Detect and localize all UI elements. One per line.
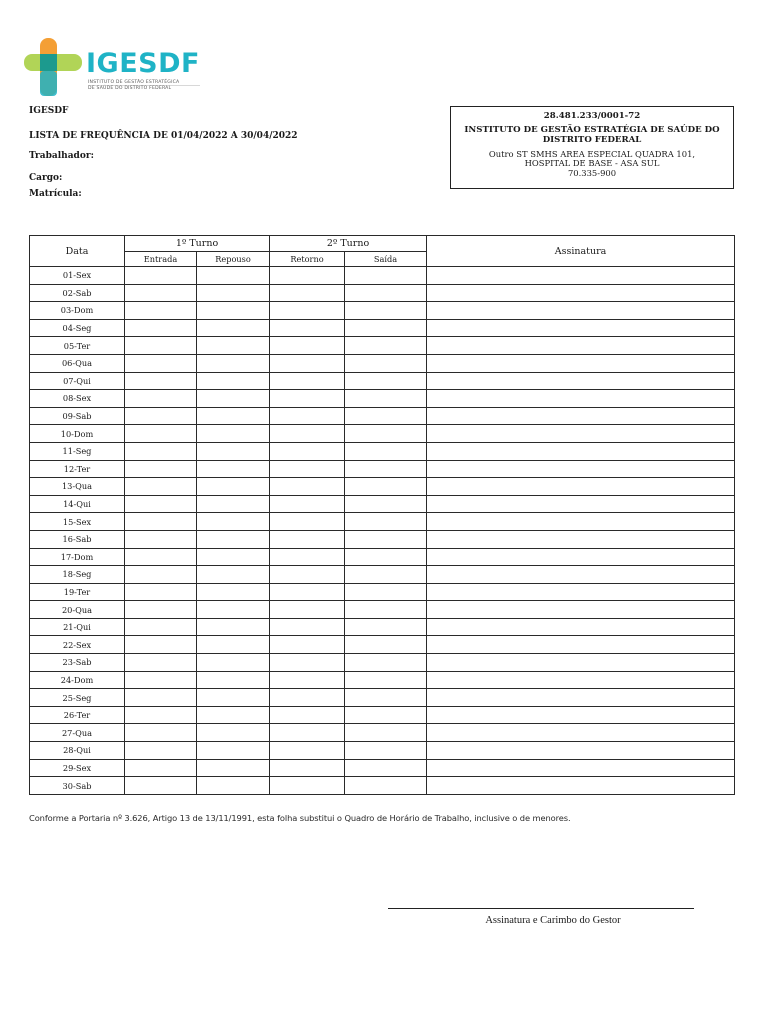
org-name: IGESDF bbox=[29, 106, 69, 116]
saida-cell[interactable] bbox=[345, 390, 427, 408]
signature-cell[interactable] bbox=[427, 566, 735, 584]
saida-cell[interactable] bbox=[345, 513, 427, 531]
saida-cell[interactable] bbox=[345, 654, 427, 672]
retorno-cell[interactable] bbox=[270, 284, 345, 302]
entrada-cell[interactable] bbox=[125, 742, 197, 760]
entrada-cell[interactable] bbox=[125, 513, 197, 531]
saida-cell[interactable] bbox=[345, 302, 427, 320]
entrada-cell[interactable] bbox=[125, 442, 197, 460]
row-date: 16-Sab bbox=[30, 530, 125, 548]
retorno-cell[interactable] bbox=[270, 636, 345, 654]
signature-cell[interactable] bbox=[427, 724, 735, 742]
col-repouso-header: Repouso bbox=[197, 252, 270, 267]
retorno-cell[interactable] bbox=[270, 618, 345, 636]
table-row bbox=[30, 390, 735, 408]
signature-cell[interactable] bbox=[427, 267, 735, 285]
table-row bbox=[30, 267, 735, 285]
entrada-cell[interactable] bbox=[125, 337, 197, 355]
table-row bbox=[30, 425, 735, 443]
entrada-cell[interactable] bbox=[125, 689, 197, 707]
signature-cell[interactable] bbox=[427, 654, 735, 672]
retorno-cell[interactable] bbox=[270, 390, 345, 408]
institution-box bbox=[450, 106, 734, 189]
saida-cell[interactable] bbox=[345, 284, 427, 302]
repouso-cell[interactable] bbox=[197, 671, 270, 689]
retorno-cell[interactable] bbox=[270, 460, 345, 478]
retorno-cell[interactable] bbox=[270, 513, 345, 531]
repouso-cell[interactable] bbox=[197, 442, 270, 460]
signature-cell[interactable] bbox=[427, 372, 735, 390]
entrada-cell[interactable] bbox=[125, 724, 197, 742]
signature-cell[interactable] bbox=[427, 390, 735, 408]
repouso-cell[interactable] bbox=[197, 337, 270, 355]
table-row bbox=[30, 442, 735, 460]
repouso-cell[interactable] bbox=[197, 478, 270, 496]
table-row bbox=[30, 495, 735, 513]
row-date: 11-Seg bbox=[30, 442, 125, 460]
entrada-cell[interactable] bbox=[125, 390, 197, 408]
repouso-cell[interactable] bbox=[197, 689, 270, 707]
row-date: 02-Sab bbox=[30, 284, 125, 302]
retorno-cell[interactable] bbox=[270, 601, 345, 619]
retorno-cell[interactable] bbox=[270, 548, 345, 566]
retorno-cell[interactable] bbox=[270, 777, 345, 795]
repouso-cell[interactable] bbox=[197, 407, 270, 425]
registration-label: Matrícula: bbox=[29, 189, 82, 199]
table-row bbox=[30, 777, 735, 795]
entrada-cell[interactable] bbox=[125, 478, 197, 496]
signature-line bbox=[388, 908, 694, 909]
signature-cell[interactable] bbox=[427, 689, 735, 707]
row-date: 03-Dom bbox=[30, 302, 125, 320]
signature-cell[interactable] bbox=[427, 777, 735, 795]
entrada-cell[interactable] bbox=[125, 548, 197, 566]
table-row bbox=[30, 302, 735, 320]
retorno-cell[interactable] bbox=[270, 267, 345, 285]
row-date: 18-Seg bbox=[30, 566, 125, 584]
row-date: 21-Qui bbox=[30, 618, 125, 636]
row-date: 27-Qua bbox=[30, 724, 125, 742]
row-date: 26-Ter bbox=[30, 706, 125, 724]
signature-cell[interactable] bbox=[427, 742, 735, 760]
row-date: 15-Sex bbox=[30, 513, 125, 531]
entrada-cell[interactable] bbox=[125, 407, 197, 425]
col-retorno-header: Retorno bbox=[270, 252, 345, 267]
repouso-cell[interactable] bbox=[197, 548, 270, 566]
entrada-cell[interactable] bbox=[125, 530, 197, 548]
repouso-cell[interactable] bbox=[197, 267, 270, 285]
signature-cell[interactable] bbox=[427, 354, 735, 372]
repouso-cell[interactable] bbox=[197, 513, 270, 531]
entrada-cell[interactable] bbox=[125, 706, 197, 724]
repouso-cell[interactable] bbox=[197, 354, 270, 372]
row-date: 17-Dom bbox=[30, 548, 125, 566]
table-row bbox=[30, 407, 735, 425]
health-cross-icon bbox=[22, 36, 86, 98]
repouso-cell[interactable] bbox=[197, 390, 270, 408]
repouso-cell[interactable] bbox=[197, 777, 270, 795]
col-entrada-header: Entrada bbox=[125, 252, 197, 267]
repouso-cell[interactable] bbox=[197, 425, 270, 443]
table-row bbox=[30, 478, 735, 496]
saida-cell[interactable] bbox=[345, 407, 427, 425]
address-line2: HOSPITAL DE BASE - ASA SUL bbox=[524, 158, 660, 169]
table-row bbox=[30, 671, 735, 689]
retorno-cell[interactable] bbox=[270, 372, 345, 390]
signature-cell[interactable] bbox=[427, 425, 735, 443]
repouso-cell[interactable] bbox=[197, 654, 270, 672]
igesdf-logo bbox=[22, 36, 198, 98]
saida-cell[interactable] bbox=[345, 460, 427, 478]
retorno-cell[interactable] bbox=[270, 671, 345, 689]
repouso-cell[interactable] bbox=[197, 460, 270, 478]
retorno-cell[interactable] bbox=[270, 689, 345, 707]
signature-cell[interactable] bbox=[427, 478, 735, 496]
row-date: 23-Sab bbox=[30, 654, 125, 672]
attendance-table bbox=[29, 235, 735, 795]
table-row bbox=[30, 636, 735, 654]
institution-cnpj: 28.481.233/0001-72 bbox=[543, 111, 641, 121]
row-date: 20-Qua bbox=[30, 601, 125, 619]
saida-cell[interactable] bbox=[345, 724, 427, 742]
entrada-cell[interactable] bbox=[125, 372, 197, 390]
saida-cell[interactable] bbox=[345, 759, 427, 777]
saida-cell[interactable] bbox=[345, 425, 427, 443]
signature-cell[interactable] bbox=[427, 759, 735, 777]
logo-tagline-line2: DE SAÚDE DO DISTRITO FEDERAL bbox=[88, 85, 200, 91]
retorno-cell[interactable] bbox=[270, 742, 345, 760]
table-row bbox=[30, 759, 735, 777]
entrada-cell[interactable] bbox=[125, 777, 197, 795]
repouso-cell[interactable] bbox=[197, 372, 270, 390]
role-label: Cargo: bbox=[29, 173, 63, 183]
retorno-cell[interactable] bbox=[270, 425, 345, 443]
retorno-cell[interactable] bbox=[270, 724, 345, 742]
retorno-cell[interactable] bbox=[270, 337, 345, 355]
retorno-cell[interactable] bbox=[270, 759, 345, 777]
saida-cell[interactable] bbox=[345, 583, 427, 601]
table-row bbox=[30, 742, 735, 760]
institution-name: INSTITUTO DE GESTÃO ESTRATÉGIA DE SAÚDE DO DISTRITO FEDERAL bbox=[464, 124, 720, 145]
retorno-cell[interactable] bbox=[270, 407, 345, 425]
signature-cell[interactable] bbox=[427, 302, 735, 320]
page-title: LISTA DE FREQUÊNCIA DE 01/04/2022 A 30/04/2022 bbox=[29, 131, 298, 141]
table-row bbox=[30, 284, 735, 302]
saida-cell[interactable] bbox=[345, 372, 427, 390]
repouso-cell[interactable] bbox=[197, 618, 270, 636]
signature-cell[interactable] bbox=[427, 601, 735, 619]
repouso-cell[interactable] bbox=[197, 566, 270, 584]
shift2-header: 2º Turno bbox=[270, 236, 427, 252]
logo-wordmark: IGESDF bbox=[86, 48, 200, 79]
saida-cell[interactable] bbox=[345, 495, 427, 513]
entrada-cell[interactable] bbox=[125, 654, 197, 672]
entrada-cell[interactable] bbox=[125, 460, 197, 478]
saida-cell[interactable] bbox=[345, 671, 427, 689]
saida-cell[interactable] bbox=[345, 777, 427, 795]
repouso-cell[interactable] bbox=[197, 530, 270, 548]
col-date-header: Data bbox=[30, 236, 125, 267]
table-row bbox=[30, 566, 735, 584]
row-date: 14-Qui bbox=[30, 495, 125, 513]
retorno-cell[interactable] bbox=[270, 354, 345, 372]
saida-cell[interactable] bbox=[345, 337, 427, 355]
row-date: 22-Sex bbox=[30, 636, 125, 654]
address-zip: 70.335-900 bbox=[567, 167, 617, 178]
retorno-cell[interactable] bbox=[270, 319, 345, 337]
entrada-cell[interactable] bbox=[125, 636, 197, 654]
row-date: 24-Dom bbox=[30, 671, 125, 689]
logo-tagline-line1: INSTITUTO DE GESTÃO ESTRATÉGICA bbox=[88, 80, 180, 85]
saida-cell[interactable] bbox=[345, 636, 427, 654]
retorno-cell[interactable] bbox=[270, 530, 345, 548]
table-row bbox=[30, 337, 735, 355]
repouso-cell[interactable] bbox=[197, 706, 270, 724]
signature-cell[interactable] bbox=[427, 706, 735, 724]
row-date: 12-Ter bbox=[30, 460, 125, 478]
worker-label: Trabalhador: bbox=[29, 151, 94, 161]
row-date: 25-Seg bbox=[30, 689, 125, 707]
table-row bbox=[30, 706, 735, 724]
retorno-cell[interactable] bbox=[270, 495, 345, 513]
attendance-rows bbox=[30, 267, 735, 795]
signature-cell[interactable] bbox=[427, 583, 735, 601]
repouso-cell[interactable] bbox=[197, 742, 270, 760]
legal-note: Conforme a Portaria nº 3.626, Artigo 13 de 13/11/1991, esta folha substitui o Quadro de Horário de Trabalho, inclusive o de menores. bbox=[29, 813, 571, 823]
saida-cell[interactable] bbox=[345, 689, 427, 707]
retorno-cell[interactable] bbox=[270, 442, 345, 460]
repouso-cell[interactable] bbox=[197, 724, 270, 742]
entrada-cell[interactable] bbox=[125, 319, 197, 337]
table-row bbox=[30, 601, 735, 619]
row-date: 08-Sex bbox=[30, 390, 125, 408]
repouso-cell[interactable] bbox=[197, 636, 270, 654]
signature-cell[interactable] bbox=[427, 319, 735, 337]
signature-cell[interactable] bbox=[427, 460, 735, 478]
signature-cell[interactable] bbox=[427, 407, 735, 425]
table-row bbox=[30, 583, 735, 601]
saida-cell[interactable] bbox=[345, 601, 427, 619]
row-date: 30-Sab bbox=[30, 777, 125, 795]
saida-cell[interactable] bbox=[345, 618, 427, 636]
row-date: 05-Ter bbox=[30, 337, 125, 355]
table-row bbox=[30, 548, 735, 566]
signature-cell[interactable] bbox=[427, 530, 735, 548]
table-row bbox=[30, 354, 735, 372]
signature-cell[interactable] bbox=[427, 284, 735, 302]
entrada-cell[interactable] bbox=[125, 267, 197, 285]
entrada-cell[interactable] bbox=[125, 566, 197, 584]
saida-cell[interactable] bbox=[345, 319, 427, 337]
signature-cell[interactable] bbox=[427, 513, 735, 531]
entrada-cell[interactable] bbox=[125, 302, 197, 320]
saida-cell[interactable] bbox=[345, 706, 427, 724]
entrada-cell[interactable] bbox=[125, 618, 197, 636]
retorno-cell[interactable] bbox=[270, 583, 345, 601]
repouso-cell[interactable] bbox=[197, 495, 270, 513]
institution-address bbox=[451, 150, 733, 179]
table-row bbox=[30, 689, 735, 707]
row-date: 06-Qua bbox=[30, 354, 125, 372]
table-row bbox=[30, 654, 735, 672]
row-date: 07-Qui bbox=[30, 372, 125, 390]
row-date: 01-Sex bbox=[30, 267, 125, 285]
saida-cell[interactable] bbox=[345, 354, 427, 372]
entrada-cell[interactable] bbox=[125, 759, 197, 777]
saida-cell[interactable] bbox=[345, 442, 427, 460]
repouso-cell[interactable] bbox=[197, 319, 270, 337]
saida-cell[interactable] bbox=[345, 530, 427, 548]
retorno-cell[interactable] bbox=[270, 478, 345, 496]
repouso-cell[interactable] bbox=[197, 284, 270, 302]
entrada-cell[interactable] bbox=[125, 284, 197, 302]
saida-cell[interactable] bbox=[345, 742, 427, 760]
entrada-cell[interactable] bbox=[125, 583, 197, 601]
shift1-header: 1º Turno bbox=[125, 236, 270, 252]
table-row bbox=[30, 724, 735, 742]
signature-cell[interactable] bbox=[427, 671, 735, 689]
row-date: 10-Dom bbox=[30, 425, 125, 443]
entrada-cell[interactable] bbox=[125, 601, 197, 619]
signature-label: Assinatura e Carimbo do Gestor bbox=[485, 915, 621, 926]
table-row bbox=[30, 618, 735, 636]
row-date: 29-Sex bbox=[30, 759, 125, 777]
retorno-cell[interactable] bbox=[270, 654, 345, 672]
logo-tagline bbox=[88, 80, 200, 92]
signature-cell[interactable] bbox=[427, 548, 735, 566]
table-row bbox=[30, 460, 735, 478]
repouso-cell[interactable] bbox=[197, 302, 270, 320]
row-date: 13-Qua bbox=[30, 478, 125, 496]
repouso-cell[interactable] bbox=[197, 759, 270, 777]
col-signature-header: Assinatura bbox=[427, 236, 735, 267]
table-row bbox=[30, 319, 735, 337]
entrada-cell[interactable] bbox=[125, 495, 197, 513]
row-date: 19-Ter bbox=[30, 583, 125, 601]
retorno-cell[interactable] bbox=[270, 706, 345, 724]
entrada-cell[interactable] bbox=[125, 425, 197, 443]
saida-cell[interactable] bbox=[345, 566, 427, 584]
table-row bbox=[30, 513, 735, 531]
retorno-cell[interactable] bbox=[270, 566, 345, 584]
signature-cell[interactable] bbox=[427, 337, 735, 355]
table-row bbox=[30, 530, 735, 548]
table-row bbox=[30, 372, 735, 390]
row-date: 04-Seg bbox=[30, 319, 125, 337]
signature-cell[interactable] bbox=[427, 636, 735, 654]
address-line1: Outro ST SMHS AREA ESPECIAL QUADRA 101, bbox=[488, 148, 696, 159]
repouso-cell[interactable] bbox=[197, 583, 270, 601]
row-date: 28-Qui bbox=[30, 742, 125, 760]
entrada-cell[interactable] bbox=[125, 354, 197, 372]
retorno-cell[interactable] bbox=[270, 302, 345, 320]
signature-cell[interactable] bbox=[427, 495, 735, 513]
saida-cell[interactable] bbox=[345, 548, 427, 566]
signature-cell[interactable] bbox=[427, 442, 735, 460]
col-saida-header: Saída bbox=[345, 252, 427, 267]
signature-cell[interactable] bbox=[427, 618, 735, 636]
repouso-cell[interactable] bbox=[197, 601, 270, 619]
row-date: 09-Sab bbox=[30, 407, 125, 425]
saida-cell[interactable] bbox=[345, 478, 427, 496]
saida-cell[interactable] bbox=[345, 267, 427, 285]
entrada-cell[interactable] bbox=[125, 671, 197, 689]
